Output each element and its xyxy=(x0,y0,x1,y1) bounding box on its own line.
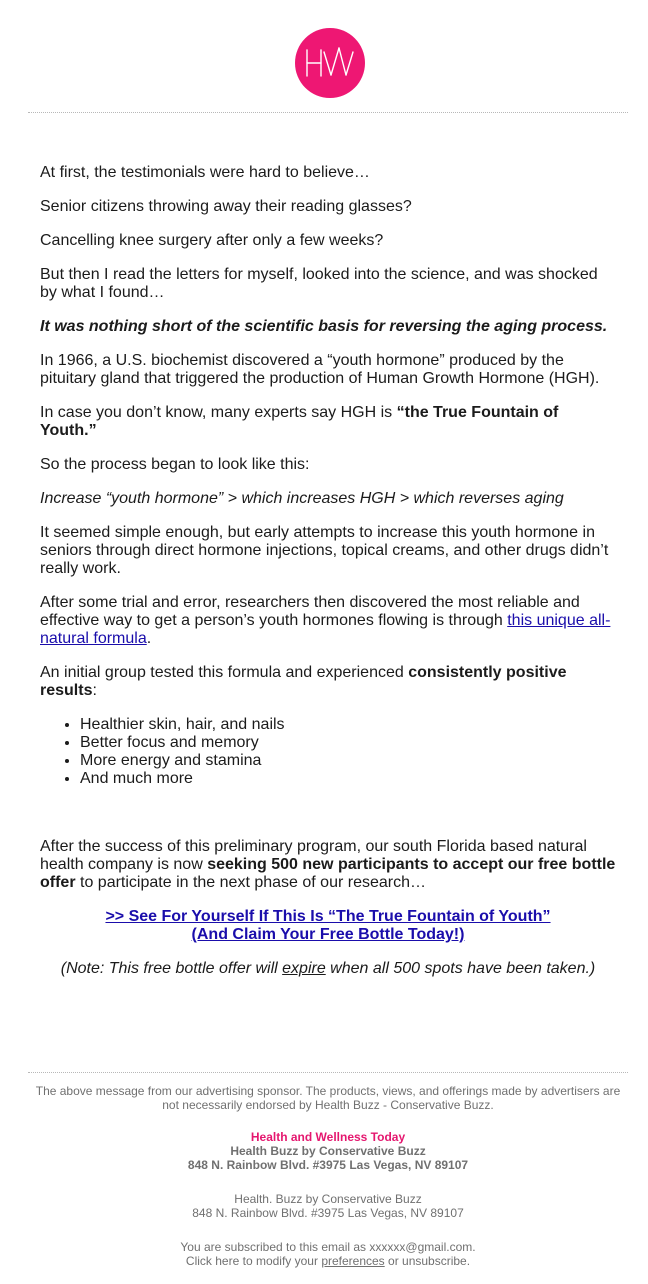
paragraph: But then I read the letters for myself, looked into the science, and was shocked by what I found… xyxy=(40,266,598,301)
preferences-line: Click here to modify your preferences or unsubscribe. xyxy=(185,1254,471,1268)
company-name: Health. Buzz by Conservative Buzz xyxy=(234,1192,422,1206)
paragraph: After some trial and error, researchers then discovered the most reliable and effective way to get a person’s youth hormones flowing is through this unique all-natural formula. xyxy=(40,594,611,647)
subscription-info: You are subscribed to this email as xxxxxx@gmail.com. xyxy=(180,1240,476,1254)
paragraph: In 1966, a U.S. biochemist discovered a “youth hormone” produced by the pituitary gland that triggered the production of Human Growth Hormone (HGH). xyxy=(40,352,600,387)
cta-link[interactable]: >> See For Yourself If This Is “The True Fountain of Youth” (And Claim Your Free Bottle Today!) xyxy=(105,908,551,943)
footer-divider xyxy=(28,1072,628,1073)
benefits-list xyxy=(40,716,616,788)
email-footer xyxy=(28,1084,628,1268)
sponsor-disclaimer: The above message from our advertising sponsor. The products, views, and offerings made by advertisers are not necessarily endorsed by Health Buzz - Conservative Buzz. xyxy=(35,1084,621,1112)
paragraph: It seemed simple enough, but early attempts to increase this youth hormone in seniors through direct hormone injections, topical creams, and other drugs didn’t really work. xyxy=(40,524,609,577)
list-item: • Better focus and memory xyxy=(80,734,616,752)
formula-link[interactable]: this unique all-natural formula xyxy=(40,612,611,647)
hw-logo-icon xyxy=(295,28,365,98)
hw-logo[interactable] xyxy=(295,28,365,98)
paragraph: So the process began to look like this: xyxy=(40,456,310,473)
list-item: • And much more xyxy=(80,770,616,788)
preferences-link[interactable]: preferences xyxy=(321,1254,385,1268)
paragraph: An initial group tested this formula and experienced consistently positive results: xyxy=(40,664,567,699)
sender-brand: Health and Wellness Today xyxy=(250,1130,406,1144)
header-divider xyxy=(28,112,628,113)
email-body xyxy=(40,164,616,994)
paragraph: Cancelling knee surgery after only a few weeks? xyxy=(40,232,384,249)
company-block xyxy=(28,1192,628,1220)
list-item: • More energy and stamina xyxy=(80,752,616,770)
sender-company: Health Buzz by Conservative Buzz xyxy=(230,1144,426,1158)
company-address: 848 N. Rainbow Blvd. #3975 Las Vegas, NV 89107 xyxy=(192,1206,464,1220)
offer-note: (Note: This free bottle offer will expire when all 500 spots have been taken.) xyxy=(60,960,596,977)
sender-address: 848 N. Rainbow Blvd. #3975 Las Vegas, NV 89107 xyxy=(187,1158,469,1172)
paragraph: Senior citizens throwing away their reading glasses? xyxy=(40,198,412,215)
headline-statement: It was nothing short of the scientific basis for reversing the aging process. xyxy=(40,318,608,335)
email-header xyxy=(0,0,648,114)
paragraph: In case you don’t know, many experts say HGH is “the True Fountain of Youth.” xyxy=(40,404,559,439)
sender-block xyxy=(28,1130,628,1172)
paragraph: At first, the testimonials were hard to believe… xyxy=(40,164,370,181)
paragraph: After the success of this preliminary program, our south Florida based natural health company is now seeking 500 new participants to accept our free bottle offer to participate in the next phase of our research… xyxy=(40,838,616,891)
process-statement: Increase “youth hormone” > which increases HGH > which reverses aging xyxy=(40,490,564,507)
cta xyxy=(40,908,616,944)
list-item: • Healthier skin, hair, and nails xyxy=(80,716,616,734)
